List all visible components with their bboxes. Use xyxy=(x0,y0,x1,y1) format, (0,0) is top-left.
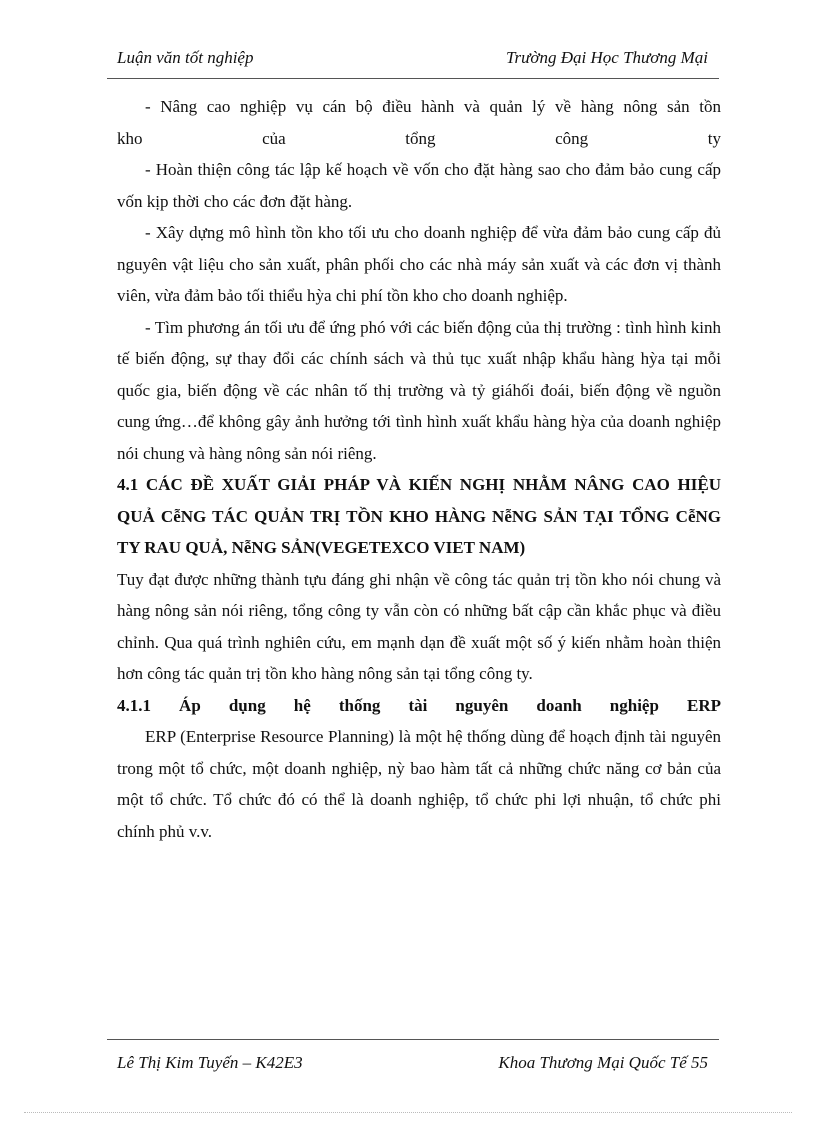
subsection-heading-4-1-1: 4.1.1 Áp dụng hệ thống tài nguyên doanh nghiệp ERP xyxy=(117,695,721,715)
paragraph-bullet-2: - Hoàn thiện công tác lập kế hoạch về vốn cho đặt hàng sao cho đảm bảo cung cấp vốn kịp thời cho các đơn đặt hàng. xyxy=(117,160,721,211)
footer-right-text: Khoa Thương Mại Quốc Tế xyxy=(498,1053,687,1072)
section-heading-4-1: 4.1 CÁC ĐỀ XUẤT GIẢI PHÁP VÀ KIẾN NGHỊ NHẰM NÂNG CAO HIỆU QUẢ CễNG TÁC QUẢN TRỊ TỒN KHO HÀNG NễNG SẢN TẠI TỔNG CễNG TY RAU QUẢ, NễNG SẢN(VEGETEXCO VIET NAM) xyxy=(117,475,721,557)
header-left-text: Luận văn tốt nghiệp xyxy=(117,48,254,67)
paragraph-bullet-4: - Tìm phương án tối ưu để ứng phó với các biến động của thị trường : tình hình kinh tế biến động, sự thay đổi các chính sách và thủ tục xuất nhập khẩu hàng hỳa tại mỗi quốc gia, biến động về các nhân tố thị trường và tỷ giáhối đoái, biến động về nguồn cung ứng…để không gây ảnh hưởng tới tình hình xuất khẩu hàng hỳa của doanh nghiệp nói chung và hàng nông sản nói riêng. xyxy=(117,317,721,463)
page-edge-dotted-line xyxy=(24,1112,792,1113)
footer-divider xyxy=(107,1039,719,1040)
paragraph-intro-4-1: Tuy đạt được những thành tựu đáng ghi nhận về công tác quản trị tồn kho nói chung và hàng nông sản nói riêng, tổng công ty vẫn còn có những bất cập cần khắc phục và điều chỉnh. Qua quá trình nghiên cứu, em mạnh dạn đề xuất một số ý kiến nhằm hoàn thiện hơn công tác quản trị tồn kho hàng nông sản tại tổng công ty. xyxy=(117,569,721,683)
page-footer xyxy=(117,1053,708,1073)
header-divider xyxy=(107,78,719,79)
paragraph-bullet-1-line-2: kho của tổng công ty xyxy=(117,128,721,148)
footer-left-text: Lê Thị Kim Tuyến – K42E3 xyxy=(117,1053,303,1072)
page-number: 55 xyxy=(691,1053,708,1072)
header-right-text: Trường Đại Học Thương Mại xyxy=(506,48,708,67)
page-header xyxy=(117,48,708,68)
page-body xyxy=(117,91,721,847)
footer-right-group xyxy=(498,1053,708,1073)
paragraph-erp: ERP (Enterprise Resource Planning) là một hệ thống dùng để hoạch định tài nguyên trong một tổ chức, một doanh nghiệp, nỳ bao hàm tất cả những chức năng cơ bản của một tổ chức. Tổ chức đó có thể là doanh nghiệp, tổ chức phi lợi nhuận, tổ chức phi chính phủ v.v. xyxy=(117,727,721,841)
paragraph-bullet-3: - Xây dựng mô hình tồn kho tối ưu cho doanh nghiệp để vừa đảm bảo cung cấp đủ nguyên vật liệu cho sản xuất, phân phối cho các nhà máy sản xuất và các đơn vị thành viên, vừa đảm bảo tối thiểu hỳa chi phí tồn kho cho doanh nghiệp. xyxy=(117,223,721,305)
paragraph-bullet-1-line-1: - Nâng cao nghiệp vụ cán bộ điều hành và quản lý về hàng nông sản tồn xyxy=(145,97,721,116)
